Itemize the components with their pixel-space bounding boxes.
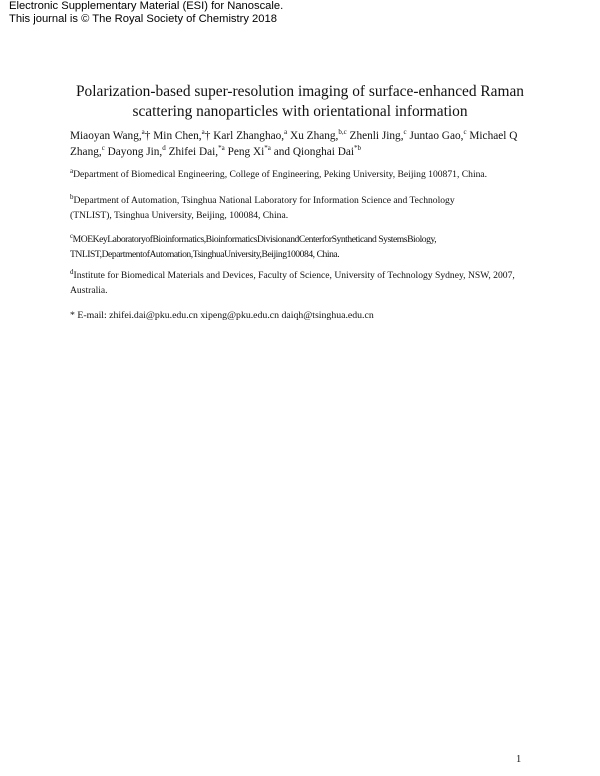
author-list [70,128,530,160]
affiliation-a: $^a$Department of Biomedical Engineering, College of Engineering, Peking University, Beijing 100871, China. [70,166,488,180]
author: Xu Zhang,$^{b,c}$ [290,128,347,142]
affiliation-d: $^d$Institute for Biomedical Materials and Devices, Faculty of Science, University of Technology Sydney, NSW, 2007, Australia. [70,267,515,296]
title-line-2: scattering nanoparticles with orientational information [132,103,468,120]
author: Michael Q Zhang,$^c$ [70,130,518,158]
paper-title [40,82,560,122]
title-line-1: Polarization-based super-resolution imaging of surface-enhanced Raman [76,83,524,100]
author: Qionghai Dai$^{*b}$ [292,144,362,158]
page-number: 1 [516,754,522,765]
esi-header [9,0,283,26]
affiliation-c: $^c$MOEKeyLaboratoryofBioinformatics,BioinformaticsDivisionandCenterforSyntheticand SystemsBiology, TNLIST,DepartmentofAutomation,TsinghuaUniversity,Beijing100084, China. [70,231,437,260]
affiliation-b: $^b$Department of Automation, Tsinghua National Laboratory for Information Science and Technology (TNLIST), Tsinghua University, Beijing, 100084, China. [70,192,455,221]
author: Juntao Gao,$^c$ [409,128,467,142]
header-line-2: This journal is © The Royal Society of Chemistry 2018 [9,13,277,25]
author: Miaoyan Wang,$^a$† [70,128,154,142]
author: Zhifei Dai,$^{*a}$ [168,144,225,158]
author: Karl Zhanghao,$^a$ [213,128,288,142]
author: Zhenli Jing,$^c$ [349,128,407,142]
header-line-1: Electronic Supplementary Material (ESI) for Nanoscale. [9,0,284,12]
author: Min Chen,$^a$† [153,128,214,142]
corresponding-email: * E-mail: zhifei.dai@pku.edu.cn xipeng@pku.edu.cn daiqh@tsinghua.edu.cn [70,310,374,321]
author: Dayong Jin,$^d$ [107,144,166,158]
author: Peng Xi$^{*a}$ and [227,144,293,158]
